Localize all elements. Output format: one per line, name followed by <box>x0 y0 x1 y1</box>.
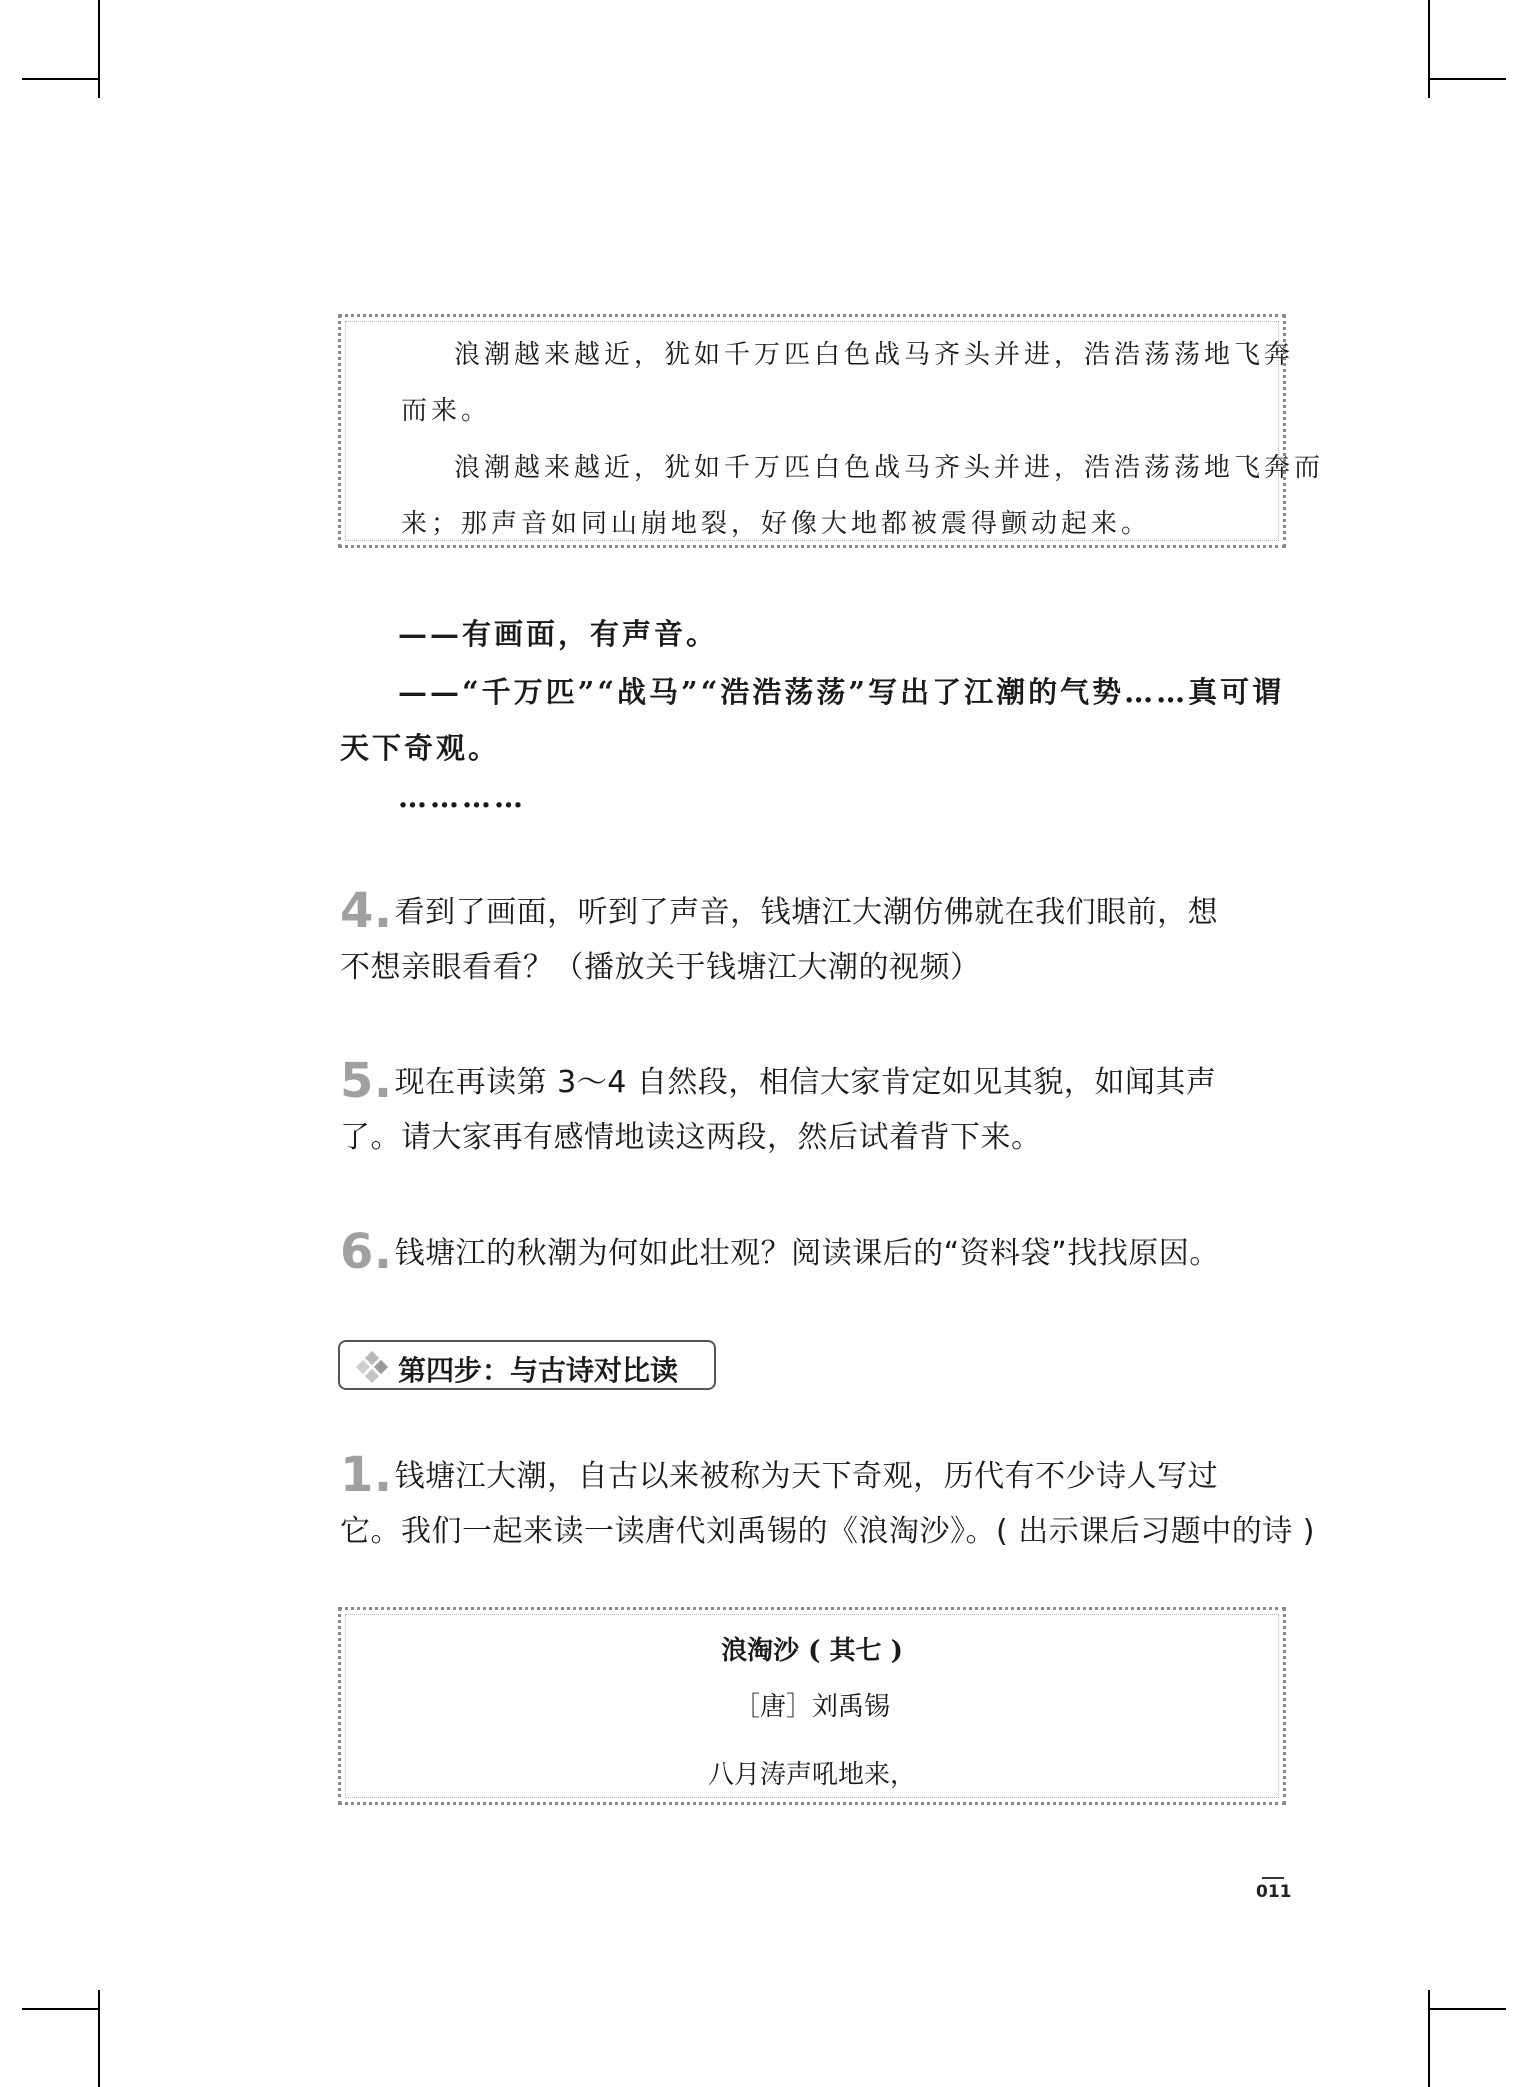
item-5-line-1: 现在再读第 3～4 自然段，相信大家肯定如见其貌，如闻其声 <box>394 1065 1217 1100</box>
item-5-line-2: 了。请大家再有感情地读这两段，然后试着背下来。 <box>340 1120 1042 1155</box>
diamond-cluster-icon <box>356 1351 388 1383</box>
quote-box <box>338 314 1325 548</box>
crop-mark-tr-h <box>1428 78 1506 80</box>
item-4-number: 4. <box>340 883 393 939</box>
crop-mark-br-v <box>1428 1990 1430 2087</box>
comment-line-1: ——有画面，有声音。 <box>398 617 719 651</box>
item-6-line-1: 钱塘江的秋潮为何如此壮观？阅读课后的“资料袋”找找原因。 <box>394 1236 1220 1271</box>
step-four-label: 第四步：与古诗对比读 <box>398 1354 679 1387</box>
poem-line-1: 八月涛声吼地来， <box>707 1760 916 1790</box>
crop-mark-bl-v <box>98 1990 100 2087</box>
item-4-line-1: 看到了画面，听到了声音，钱塘江大潮仿佛就在我们眼前，想 <box>394 895 1219 930</box>
quote-line-3: 浪潮越来越近，犹如千万匹白色战马齐头并进，浩浩荡荡地飞奔而 <box>454 453 1325 483</box>
item-4-line-2: 不想亲眼看看？（播放关于钱塘江大潮的视频） <box>340 950 981 985</box>
item-4 <box>340 884 1218 995</box>
crop-mark-tl-v <box>98 0 100 98</box>
step4-item-1-line-1: 钱塘江大潮，自古以来被称为天下奇观，历代有不少诗人写过 <box>394 1459 1219 1494</box>
item-6 <box>340 1225 1220 1281</box>
step4-item-1 <box>340 1448 1315 1559</box>
item-5 <box>340 1054 1216 1165</box>
poem-author: ［唐］刘禹锡 <box>733 1692 890 1722</box>
step4-item-1-line-2: 它。我们一起来读一读唐代刘禹锡的《浪淘沙》。( 出示课后习题中的诗 ) <box>340 1514 1315 1549</box>
crop-mark-br-h <box>1428 2008 1506 2010</box>
item-5-number: 5. <box>340 1053 393 1109</box>
crop-mark-tr-v <box>1428 0 1430 98</box>
comment-line-2: ——“千万匹”“战马”“浩浩荡荡”写出了江潮的气势……真可谓 <box>398 675 1285 709</box>
step4-item-1-number: 1. <box>340 1447 393 1503</box>
quote-line-1: 浪潮越来越近，犹如千万匹白色战马齐头并进，浩浩荡荡地飞奔 <box>454 340 1295 370</box>
quote-line-2: 而来。 <box>401 396 492 426</box>
comment-line-3: 天下奇观。 <box>340 731 501 765</box>
crop-mark-bl-h <box>22 2008 100 2010</box>
step-four-heading <box>338 1340 716 1390</box>
page-number: 011 <box>1256 1882 1292 1902</box>
item-6-number: 6. <box>340 1224 393 1280</box>
poem-title: 浪淘沙 ( 其七 ) <box>721 1636 903 1666</box>
quote-line-4: 来；那声音如同山崩地裂，好像大地都被震得颤动起来。 <box>401 509 1152 539</box>
crop-mark-tl-h <box>22 78 100 80</box>
page-number-rule <box>1262 1877 1284 1879</box>
poem-box <box>338 1607 1286 1805</box>
comment-ellipsis: ………… <box>398 780 526 814</box>
